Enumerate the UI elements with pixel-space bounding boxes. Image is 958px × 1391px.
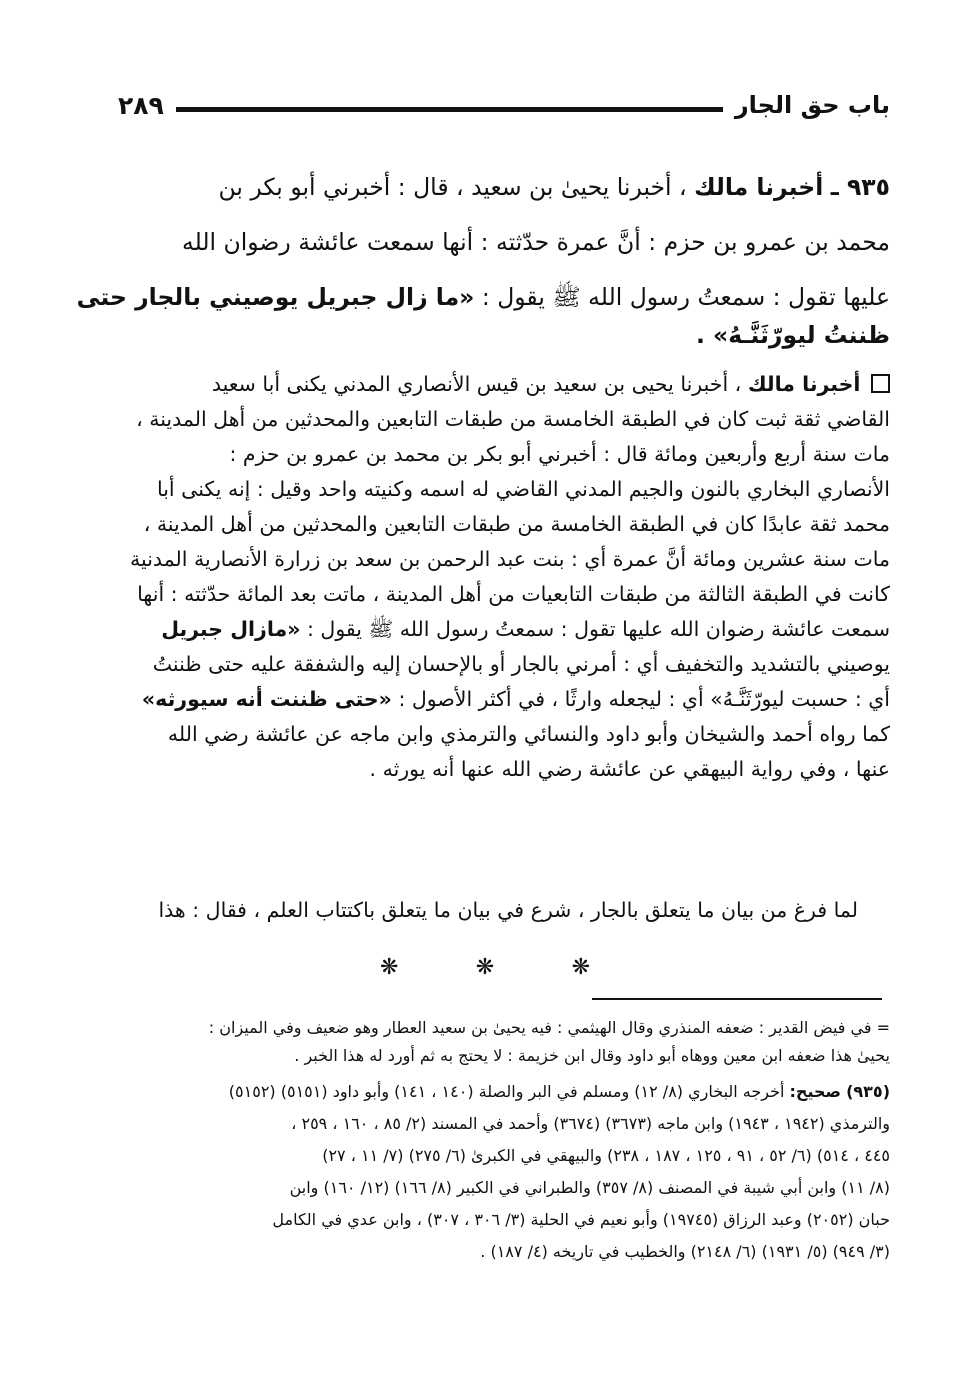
footnote-line — [118, 1080, 890, 1104]
footnote-line: ٤٤٥ ، ٥١٤) (٦/ ٥٢ ، ٩١ ، ١٢٥ ، ١٨٧ ، ٢٣٨) والبيهقي في الكبرىٰ (٦/ ٢٧٥) (٧/ ١١ ، ٢٧) — [322, 1146, 890, 1165]
hadith-line — [118, 172, 890, 202]
header-rule — [176, 107, 723, 112]
commentary-lead: أخبرنا مالك — [747, 372, 861, 396]
hadith-number: ٩٣٥ ـ — [830, 173, 890, 201]
hadith-line — [76, 282, 890, 312]
star-ornament-icon: ❋ — [380, 955, 399, 980]
commentary-line — [118, 370, 890, 398]
commentary-line — [118, 685, 890, 713]
hadith-line: محمد بن عمرو بن حزم : أنَّ عمرة حدّثته : أنها سمعت عائشة رضوان الله — [181, 228, 890, 256]
hadith-line: ظننتُ ليورّثَنَّـهُ» . — [695, 321, 890, 349]
footnote-line: = في فيض القدير : ضعفه المنذري وقال الهيثمي : فيه يحيىٰ بن سعيد العطار وهو ضعيف وفي الميزان : — [208, 1018, 890, 1037]
commentary-line: يوصيني بالتشديد والتخفيف أي : أمرني بالجار أو بالإحسان إليه والشفقة عليه حتى ظننتُ — [152, 652, 890, 676]
footnote-ref-number: (٩٣٥) — [846, 1082, 890, 1101]
transition-line: لما فرغ من بيان ما يتعلق بالجار ، شرع في بيان ما يتعلق باكتتاب العلم ، فقال : هذا — [158, 898, 858, 922]
commentary-quote: «حتى ظننت أنه سيورثه» — [141, 687, 392, 711]
hadith-lead: أخبرنا مالك — [694, 173, 824, 201]
footnote-line: يحيىٰ هذا ضعفه ابن معين ووهاه أبو داود وقال ابن خزيمة : لا يحتج به ثم أورد له هذا الخبر . — [294, 1046, 890, 1065]
commentary-line — [118, 615, 890, 643]
square-marker-icon — [871, 374, 890, 393]
section-separator — [380, 955, 590, 980]
commentary-line: القاضي ثقة ثبت كان في الطبقة الخامسة من طبقات التابعين والمحدثين من أهل المدينة ، — [136, 407, 890, 431]
footnote-line: (٣/ ٩٤٩) (٥/ ١٩٣١) (٦/ ٢١٤٨) والخطيب في تاريخه (٤/ ١٨٧) . — [480, 1242, 890, 1261]
footnote-rule — [592, 998, 882, 1000]
hadith-quote: «ما زال جبريل يوصيني بالجار حتى — [76, 283, 475, 311]
footnote-line: حبان (٢٠٥٢) وعبد الرزاق (١٩٧٤٥) وأبو نعيم في الحلية (٣/ ٣٠٦ ، ٣٠٧) ، وابن عدي في الكامل — [272, 1210, 890, 1229]
commentary-line: كما رواه أحمد والشيخان وأبو داود والنسائي والترمذي وابن ماجه عن عائشة رضي الله — [167, 722, 890, 746]
page-number: ٢٨٩ — [118, 90, 164, 120]
star-ornament-icon: ❋ — [475, 955, 495, 980]
commentary-line: كانت في الطبقة الثالثة من طبقات التابعيات من أهل المدينة ، ماتت بعد المائة حدّثته : أنها — [137, 582, 890, 606]
hadith-text: عليها تقول : سمعتُ رسول الله ﷺ يقول : — [481, 283, 890, 311]
hadith-text: ، أخبرنا يحيىٰ بن سعيد ، قال : أخبرني أبو بكر بن — [218, 173, 687, 201]
commentary-line: محمد ثقة عابدًا كان في الطبقة الخامسة من طبقات التابعين والمحدثين من أهل المدينة ، — [143, 512, 890, 536]
commentary-text: أي : حسبت ليورّثَنَّـهُ» أي : ليجعله وارثًا ، في أكثر الأصول : — [398, 687, 890, 711]
commentary-line: مات سنة عشرين ومائة أنَّ عمرة أي : بنت عبد الرحمن بن سعد بن زرارة الأنصارية المدنية — [130, 547, 890, 571]
commentary-quote: «مازال جبريل — [161, 617, 301, 641]
footnote-grade: صحيح: — [789, 1082, 841, 1101]
commentary-line: الأنصاري البخاري بالنون والجيم المدني القاضي له اسمه وكنيته واحد وقيل : إنه يكنى أبا — [156, 477, 890, 501]
commentary-text: ، أخبرنا يحيى بن سعيد بن قيس الأنصاري المدني يكنى أبا سعيد — [211, 372, 742, 396]
footnote-line: والترمذي (١٩٤٢ ، ١٩٤٣) وابن ماجه (٣٦٧٣) (٣٦٧٤) وأحمد في المسند (٢/ ٨٥ ، ١٦٠ ، ٢٥٩ ، — [291, 1114, 890, 1133]
footnote-text: أخرجه البخاري (٨/ ١٢) ومسلم في البر والصلة (١٤٠ ، ١٤١) وأبو داود (٥١٥١) (٥١٥٢) — [228, 1082, 785, 1101]
running-header — [118, 88, 890, 122]
commentary-text: سمعت عائشة رضوان الله عليها تقول : سمعتُ رسول الله ﷺ يقول : — [307, 617, 890, 641]
commentary-line: عنها ، وفي رواية البيهقي عن عائشة رضي الله عنها أنه يورثه . — [369, 757, 890, 781]
chapter-title: باب حق الجار — [734, 91, 890, 119]
footnote-line: (٨/ ١١) وابن أبي شيبة في المصنف (٨/ ٣٥٧) والطبراني في الكبير (٨/ ١٦٦) (١٢/ ١٦٠) وابن — [289, 1178, 890, 1197]
commentary-line: مات سنة أربع وأربعين ومائة قال : أخبرني أبو بكر بن محمد بن عمرو بن حزم : — [229, 442, 890, 466]
star-ornament-icon: ❋ — [571, 955, 590, 980]
